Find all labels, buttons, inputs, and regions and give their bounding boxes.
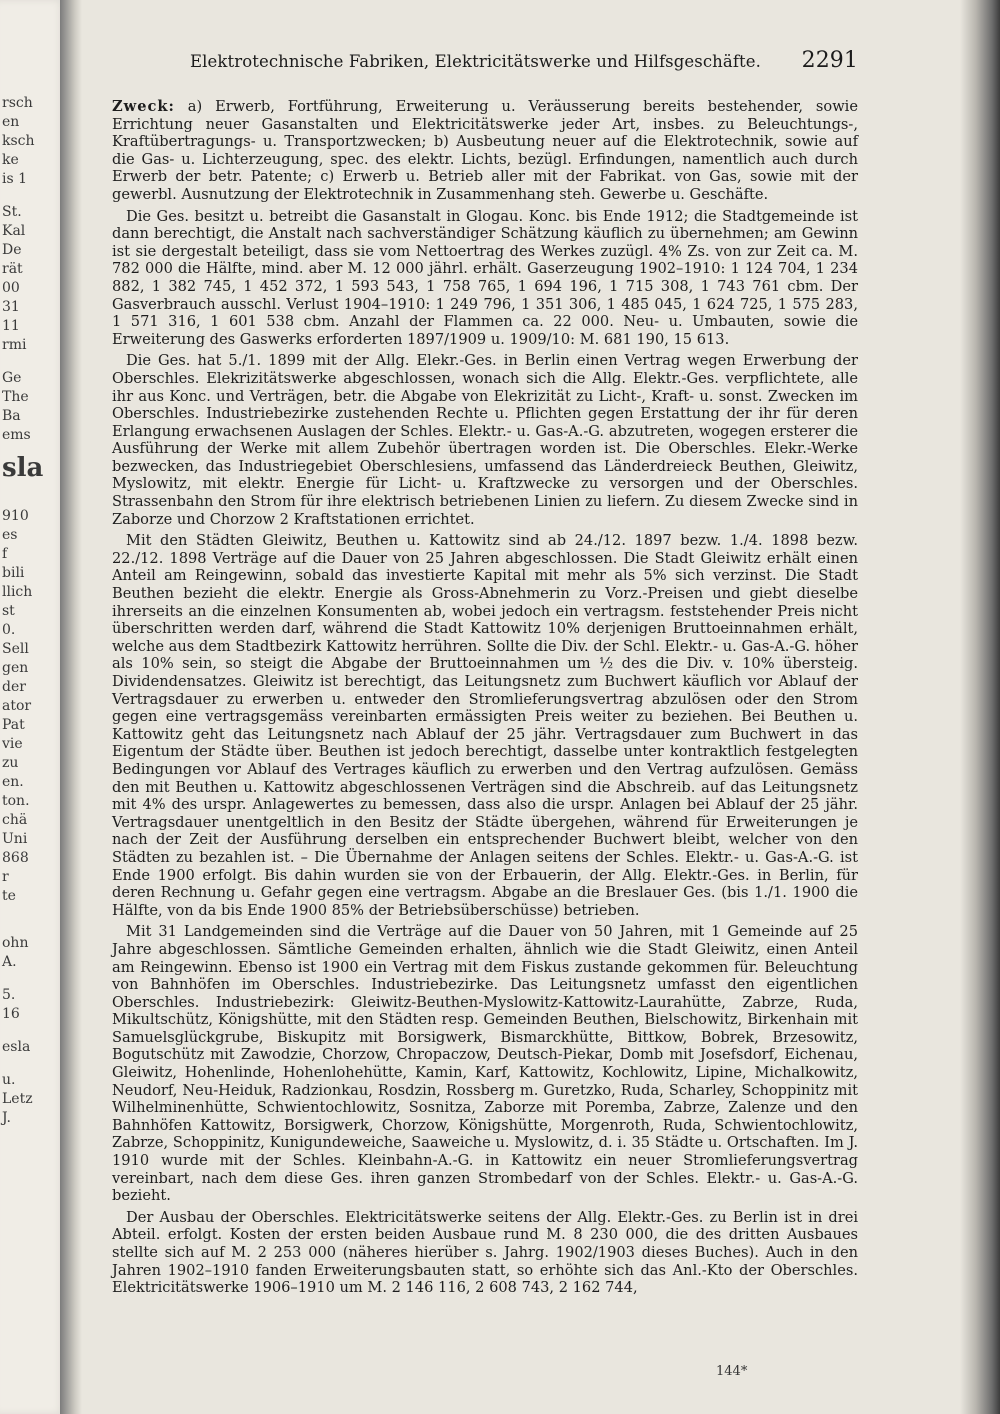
adjacent-page-fragment: St.	[2, 204, 22, 220]
adjacent-page-fragment: 00	[2, 280, 20, 296]
book-gutter	[60, 0, 82, 1414]
paragraph-gasworks: Die Ges. besitzt u. betreibt die Gasanstalt in Glogau. Konc. bis Ende 1912; die Stadtgemeinde ist dann berechtigt, die Anstalt nach sachverständiger Schätzung käuflich zu übernehmen; am Gewinn ist sie dergestalt beteiligt, dass sie vom Nettoertrag des Werkes zuzügl. 4% Zs. von zur Zeit ca. M. 782 000 die Hälfte, mind. aber M. 12 000 jährl. erhält. Gaserzeugung 1902–1910: 1 124 704, 1 234 882, 1 382 745, 1 452 372, 1 593 543, 1 758 765, 1 694 196, 1 715 308, 1 743 761 cbm. Der Gasverbrauch ausschl. Verlust 1904–1910: 1 249 796, 1 351 306, 1 485 045, 1 624 725, 1 575 283, 1 571 316, 1 601 538 cbm. Anzahl der Flammen ca. 22 000. Neu- u. Umbauten, sowie die Erweiterung des Gaswerks erforderten 1897/1909 u. 1909/10: M. 681 190, 15 613.	[112, 207, 858, 348]
adjacent-page-fragment: llich	[2, 584, 33, 600]
adjacent-page-fragment: is 1	[2, 171, 28, 187]
adjacent-page-fragment: en.	[2, 774, 24, 790]
adjacent-page-fragment: Kal	[2, 223, 26, 239]
adjacent-page-fragment: Ba	[2, 408, 21, 424]
adjacent-page-fragment: 5.	[2, 987, 16, 1003]
adjacent-page-fragment: A.	[2, 954, 17, 970]
adjacent-page-fragment: rsch	[2, 95, 33, 111]
adjacent-page-fragment: ton.	[2, 793, 30, 809]
page-number: 2291	[801, 48, 858, 73]
adjacent-page-fragment: bili	[2, 565, 25, 581]
adjacent-page-fragment: zu	[2, 755, 19, 771]
purpose-label: Zweck:	[112, 98, 175, 115]
paragraph-purpose	[112, 98, 858, 204]
adjacent-page-fragment: st	[2, 603, 15, 619]
adjacent-page-fragment: 910	[2, 508, 29, 524]
adjacent-page-fragment: 11	[2, 318, 20, 334]
adjacent-page-fragment: rmi	[2, 337, 27, 353]
adjacent-page-fragment: r	[2, 869, 9, 885]
adjacent-page-fragment: gen	[2, 660, 29, 676]
page-edge	[960, 0, 1000, 1414]
adjacent-page-strip	[0, 0, 67, 1414]
paragraph-communities: Mit 31 Landgemeinden sind die Verträge auf die Dauer von 50 Jahren, mit 1 Gemeinde auf 25 Jahre abgeschlossen. Sämtliche Gemeinden erhalten, ähnlich wie die Stadt Gleiwitz, einen Anteil am Reingewinn. Ebenso ist 1900 ein Vertrag mit dem Fiskus zustande gekommen für. Beleuchtung von Bahnhöfen im Oberschles. Industriebezirke. Das Leitungsnetz umfasst den eigentlichen Oberschles. Industriebezirk: Gleiwitz-Beuthen-Myslowitz-Kattowitz-Laurahütte, Zabrze, Ruda, Mikultschütz, Königshütte, mit den Städten resp. Gemeinden Beuthen, Bielschowitz, Birkenhain mit Samuelsglückgrube, Biskupitz mit Borsigwerk, Bismarckhütte, Bittkow, Bobrek, Brzesowitz, Bogutschütz mit Zawodzie, Chorzow, Chropaczow, Deutsch-Piekar, Domb mit Josefsdorf, Eichenau, Gleiwitz, Hohenlinde, Hohenlohehütte, Kamin, Karf, Kattowitz, Kochlowitz, Lipine, Michalkowitz, Neudorf, Neu-Heiduk, Radzionkau, Rosdzin, Rossberg m. Guretzko, Ruda, Scharley, Schoppinitz mit Wilhelminenhütte, Schwientochlowitz, Sosnitza, Zaborze mit Poremba, Zabrze, Zalenze und den Bahnhöfen Kattowitz, Borsigwerk, Chorzow, Königshütte, Morgenroth, Ruda, Schwientochlowitz, Zabrze, Schoppinitz, Kunigundeweiche, Saaweiche u. Myslowitz, d. i. 35 Städte u. Ortschaften. Im J. 1910 wurde mit der Schles. Kleinbahn-A.-G. in Kattowitz ein neuer Stromlieferungsvertrag vereinbart, nach dem diese Ges. ihren ganzen Strombedarf von der Schles. Elektr.- u. Gas-A.-G. bezieht.	[112, 923, 858, 1205]
adjacent-page-fragment: es	[2, 527, 18, 543]
adjacent-page-fragment: der	[2, 679, 26, 695]
adjacent-page-fragment: f	[2, 546, 8, 562]
adjacent-page-fragment: u.	[2, 1072, 16, 1088]
adjacent-page-fragment: ator	[2, 698, 32, 714]
article-body	[112, 98, 858, 1301]
adjacent-page-fragment: ohn	[2, 935, 29, 951]
adjacent-page-fragment: Letz	[2, 1091, 33, 1107]
paragraph-text: a) Erwerb, Fortführung, Erweiterung u. Veräusserung bereits bestehender, sowie Errichtung neuer Gasanstalten und Elektricitätswerke jeder Art, insbes. zu Beleuchtungs-, Kraftübertragungs- u. Transportzwecken; b) Ausbeutung neuer auf die Elektrotechnik, sowie auf die Gas- u. Lichterzeugung, spec. des elektr. Lichts, bezügl. Erfindungen, namentlich auch durch Erwerb der betr. Patente; c) Erwerb u. Betrieb aller mit der Fabrikat. von Gas, sowie mit der gewerbl. Ausnutzung der Elektrotechnik in Zusammenhang steh. Gewerbe u. Geschäfte.	[112, 98, 858, 203]
adjacent-page-fragment: sla	[2, 453, 44, 483]
paragraph-contract: Die Ges. hat 5./1. 1899 mit der Allg. Elekr.-Ges. in Berlin einen Vertrag wegen Erwerbung der Oberschles. Elekrizitätswerke abgeschlossen, wonach sich die Allg. Elektr.-Ges. verpflichtete, alle ihr aus Konc. und Verträgen, betr. die Abgabe von Elekrizität zu Licht-, Kraft- u. sonst. Zwecken im Oberschles. Industriebezirke zustehenden Rechte u. Pflichten gegen Erstattung der ihr für deren Erlangung erwachsenen Auslagen der Schles. Elektr.- u. Gas-A.-G. abzutreten, wogegen ersterer die Ausführung der Werke mit allem Zubehör übertragen worden ist. Die Oberschles. Elekr.-Werke bezwecken, das Industriegebiet Oberschlesiens, umfassend das Länderdreieck Beuthen, Gleiwitz, Myslowitz, mit elektr. Energie für Licht- u. Kraftzwecke zu versorgen und der Oberschles. Strassenbahn den Strom für ihre elektrisch betriebenen Linien zu liefern. Zu diesem Zwecke sind in Zaborze und Chorzow 2 Kraftstationen errichtet.	[112, 352, 858, 528]
signature-mark: 144*	[716, 1364, 748, 1379]
adjacent-page-fragment: 0.	[2, 622, 16, 638]
adjacent-page-fragment: 16	[2, 1006, 20, 1022]
adjacent-page-fragment: The	[2, 389, 29, 405]
adjacent-page-fragment: chä	[2, 812, 28, 828]
adjacent-page-fragment: Ge	[2, 370, 22, 386]
adjacent-page-fragment: ksch	[2, 133, 35, 149]
adjacent-page-fragment: te	[2, 888, 16, 904]
adjacent-page-fragment: 868	[2, 850, 29, 866]
adjacent-page-fragment: De	[2, 242, 22, 258]
adjacent-page-fragment: rät	[2, 261, 23, 277]
adjacent-page-fragment: ke	[2, 152, 19, 168]
header-title: Elektrotechnische Fabriken, Elektricitätswerke und Hilfsgeschäfte.	[190, 52, 761, 71]
adjacent-page-fragment: Uni	[2, 831, 28, 847]
adjacent-page-fragment: Pat	[2, 717, 25, 733]
adjacent-page-fragment: 31	[2, 299, 20, 315]
paragraph-expansion: Der Ausbau der Oberschles. Elektricitätswerke seitens der Allg. Elektr.-Ges. zu Berlin ist in drei Abteil. erfolgt. Kosten der ersten beiden Ausbaue rund M. 8 230 000, die des dritten Ausbaues stellte sich auf M. 2 253 000 (näheres hierüber s. Jahrg. 1902/1903 dieses Buches). Auch in den Jahren 1902–1910 fanden Erweiterungsbauten statt, so erhöhte sich das Anl.-Kto der Oberschles. Elektricitätswerke 1906–1910 um M. 2 146 116, 2 608 743, 2 162 744,	[112, 1208, 858, 1297]
adjacent-page-fragment: Sell	[2, 641, 29, 657]
adjacent-page-fragment: en	[2, 114, 20, 130]
adjacent-page-fragment: esla	[2, 1039, 31, 1055]
adjacent-page-fragment: vie	[2, 736, 23, 752]
paragraph-cities: Mit den Städten Gleiwitz, Beuthen u. Kattowitz sind ab 24./12. 1897 bezw. 1./4. 1898 bezw. 22./12. 1898 Verträge auf die Dauer von 25 Jahren abgeschlossen. Die Stadt Gleiwitz erhält einen Anteil am Reingewinn, sobald das investierte Kapital mit mehr als 5% sich verzinst. Die Stadt Beuthen bezieht die elektr. Energie als Gross-Abnehmerin zu Vorz.-Preisen und giebt dieselbe ihrerseits an die einzelnen Konsumenten ab, wobei jedoch ein vertragsm. feststehender Preis nicht überschritten werden darf, während die Stadt Kattowitz 10% derjenigen Bruttoeinnahmen erhält, welche aus dem Stadtbezirk Kattowitz herrühren. Sollte die Div. der Schl. Elektr.- u. Gas-A.-G. höher als 10% sein, so steigt die Abgabe der Bruttoeinnahmen um ½ des die Div. v. 10% übersteig. Dividendensatzes. Gleiwitz ist berechtigt, das Leitungsnetz zum Buchwert käuflich vor Ablauf der Vertragsdauer zu erwerben u. entweder den Stromlieferungsvertrag abzulösen oder den Strom gegen eine vertragsgemäss vereinbarten ermässigten Preis weiter zu beziehen. Bei Beuthen u. Kattowitz geht das Leitungsnetz nach Ablauf der 25 jähr. Vertragsdauer zum Buchwert in das Eigentum der Städte über. Beuthen ist jedoch berechtigt, dasselbe unter kontraktlich festgelegten Bedingungen vor Ablauf des Vertrages käuflich zu erwerben und den Vertrag aufzulösen. Gemäss den mit Beuthen u. Kattowitz abgeschlossenen Verträgen sind die Abschreib. auf das Leitungsnetz mit 4% des urspr. Anlagewertes zu bemessen, dass also die urspr. Anlagen bei Ablauf der 25 jähr. Vertragsdauer unentgeltlich in den Besitz der Städte übergehen, während für Erweiterungen je nach der Zeit der Ausführung derselben ein entsprechender Buchwert bleibt, welcher von den Städten zu bezahlen ist. – Die Übernahme der Anlagen seitens der Schles. Elektr.- u. Gas-A.-G. ist Ende 1900 erfolgt. Bis dahin wurden sie von der Erbauerin, der Allg. Elektr.-Ges. in Berlin, für deren Rechnung u. Gefahr gegen eine vertragsm. Abgabe an die Breslauer Ges. (bis 1./1. 1900 die Hälfte, von da bis Ende 1900 85% der Betriebsüberschüsse) betrieben.	[112, 532, 858, 919]
adjacent-page-fragment: ems	[2, 427, 31, 443]
adjacent-page-fragment: J.	[2, 1110, 11, 1126]
